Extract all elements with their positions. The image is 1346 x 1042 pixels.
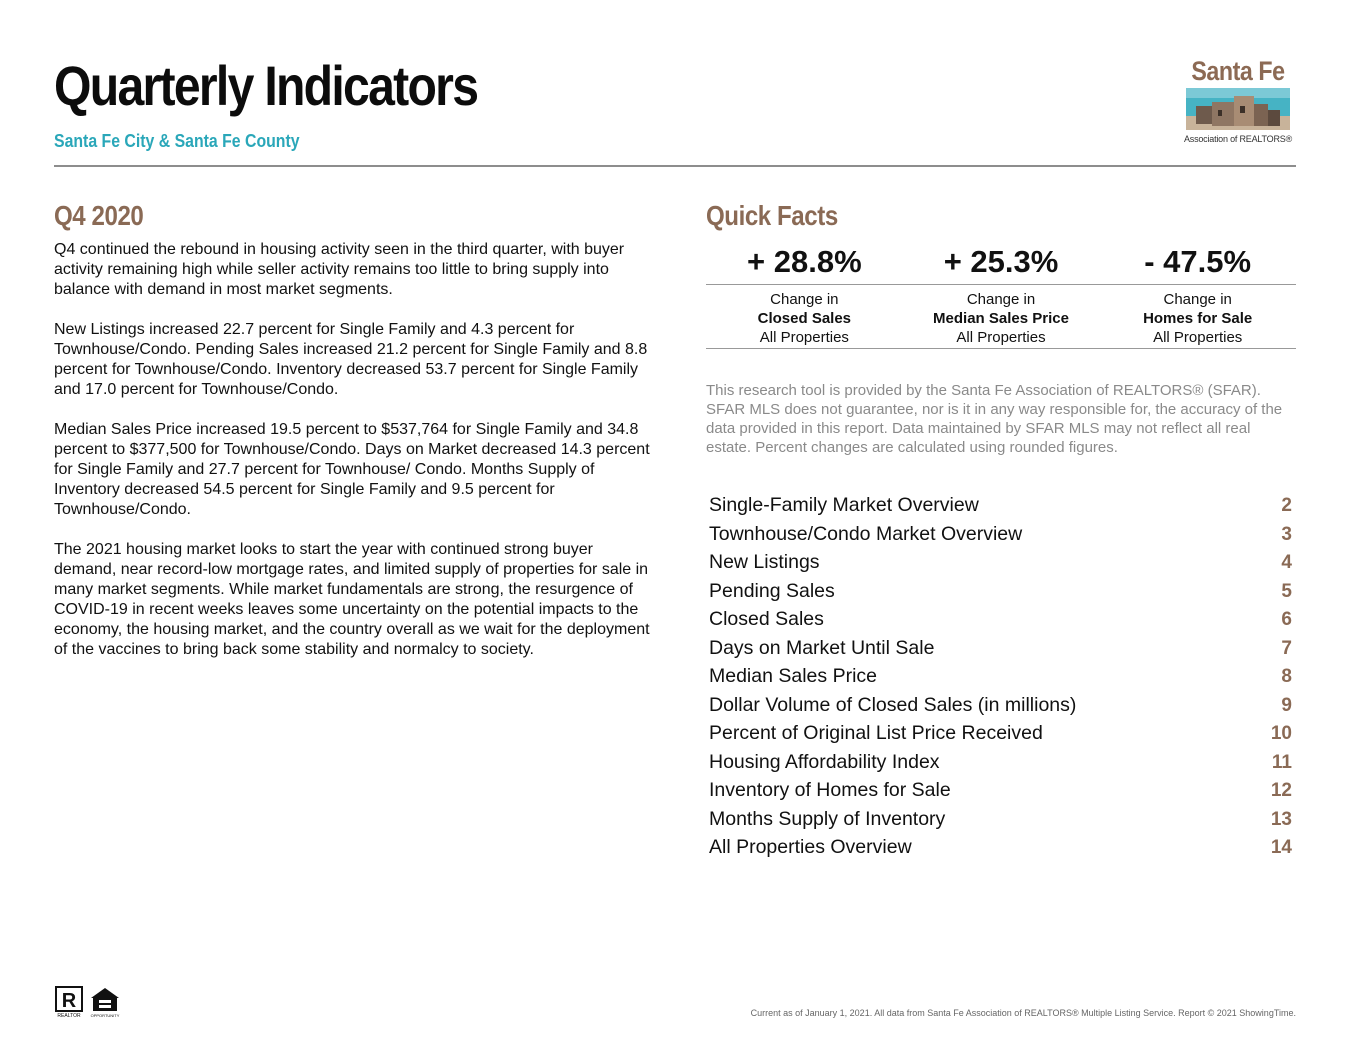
toc-item[interactable]: Townhouse/Condo Market Overview 3 xyxy=(709,522,1292,545)
logo-building-image xyxy=(1186,88,1290,130)
logo-tagline: Association of REALTORS® xyxy=(1183,134,1293,144)
page-title: Quarterly Indicators xyxy=(54,54,478,117)
toc-item[interactable]: Percent of Original List Price Received 10 xyxy=(709,722,1292,744)
equal-housing-icon xyxy=(89,986,121,1018)
toc-item[interactable]: All Properties Overview 14 xyxy=(709,836,1292,858)
summary-paragraph: Q4 continued the rebound in housing activity seen in the third quarter, with buyer activity remaining high while seller activity remains too little to bring supply into balance with demand in most market segments. xyxy=(54,241,625,298)
toc-item[interactable]: New Listings 4 xyxy=(709,551,1292,573)
summary-paragraph: Median Sales Price increased 19.5 percent to $537,764 for Single Family and 34.8 percent to $377,500 for Townhouse/Condo. Days on Market decreased 14.3 percent for Single Family and 27.7 percent for Townhouse/ Condo. Months Supply of Inventory decreased 54.5 percent for Single Family and 9.5 percent for Townhouse/Condo. xyxy=(54,421,650,518)
toc-item[interactable]: Inventory of Homes for Sale 12 xyxy=(709,779,1292,801)
fact-label-homes-for-sale: Change in Homes for Sale All Properties xyxy=(1143,291,1253,346)
quarter-summary xyxy=(54,240,654,680)
header-divider xyxy=(54,165,1296,167)
table-of-contents xyxy=(709,491,1292,862)
toc-item[interactable]: Pending Sales 5 xyxy=(709,579,1292,602)
toc-item[interactable]: Closed Sales 6 xyxy=(709,608,1292,630)
toc-item[interactable]: Housing Affordability Index 11 xyxy=(709,750,1292,773)
toc-item[interactable]: Median Sales Price 8 xyxy=(709,665,1292,687)
fact-value-homes-for-sale: - 47.5% xyxy=(1144,244,1252,279)
fact-label-closed-sales: Change in Closed Sales All Properties xyxy=(757,291,852,346)
footer-note: Current as of January 1, 2021. All data from Santa Fe Association of REALTORS® Multiple Listing Service. Report © 2021 ShowingTime. xyxy=(750,1008,1296,1018)
quick-facts-panel xyxy=(706,244,1296,349)
realtor-r-icon xyxy=(55,986,83,1018)
toc-item[interactable]: Months Supply of Inventory 13 xyxy=(709,807,1292,830)
quick-facts-heading: Quick Facts xyxy=(706,200,838,231)
toc-item[interactable]: Days on Market Until Sale 7 xyxy=(709,636,1292,659)
fact-value-median-price: + 25.3% xyxy=(943,244,1059,279)
quarter-heading: Q4 2020 xyxy=(54,200,144,231)
disclaimer-text: This research tool is provided by the Santa Fe Association of REALTORS® (SFAR). SFAR MLS does not guarantee, nor is it in any way responsible for, the accuracy of the data provided in this report. Data maintained by SFAR MLS may not reflect all real estate. Percent changes are calculated using rounded figures. xyxy=(706,382,1283,456)
toc-item[interactable]: Single-Family Market Overview 2 xyxy=(709,494,1292,516)
footer-icons xyxy=(55,986,121,1018)
svg-text:REALTOR: REALTOR xyxy=(57,1013,81,1018)
santa-fe-logo xyxy=(1182,58,1294,150)
fact-value-closed-sales: + 28.8% xyxy=(747,244,862,279)
summary-paragraph: The 2021 housing market looks to start the year with continued strong buyer demand, near record-low mortgage rates, and limited supply of properties for sale in many market segments. While market fundamentals are strong, the resurgence of COVID-19 in recent weeks leaves some uncertainty on the potential impacts to the economy, the housing market, and the country overall as we wait for the deployment of the vaccines to bring back some stability and normalcy to society. xyxy=(54,541,650,658)
fact-label-median-price: Change in Median Sales Price All Properties xyxy=(933,291,1069,346)
svg-text:OPPORTUNITY: OPPORTUNITY xyxy=(90,1013,120,1018)
page-subtitle: Santa Fe City & Santa Fe County xyxy=(54,131,300,151)
toc-item[interactable]: Dollar Volume of Closed Sales (in millions) 9 xyxy=(709,693,1292,716)
summary-paragraph: New Listings increased 22.7 percent for Single Family and 4.3 percent for Townhouse/Condo. Pending Sales increased 21.2 percent for Single Family and 8.8 percent for Townhouse/Condo. Inventory decreased 53.7 percent for Single Family and 17.0 percent for Townhouse/Condo. xyxy=(54,321,648,398)
logo-name: Santa Fe xyxy=(1191,56,1285,86)
facts-divider-bottom xyxy=(706,348,1296,349)
svg-text:R: R xyxy=(61,990,77,1012)
